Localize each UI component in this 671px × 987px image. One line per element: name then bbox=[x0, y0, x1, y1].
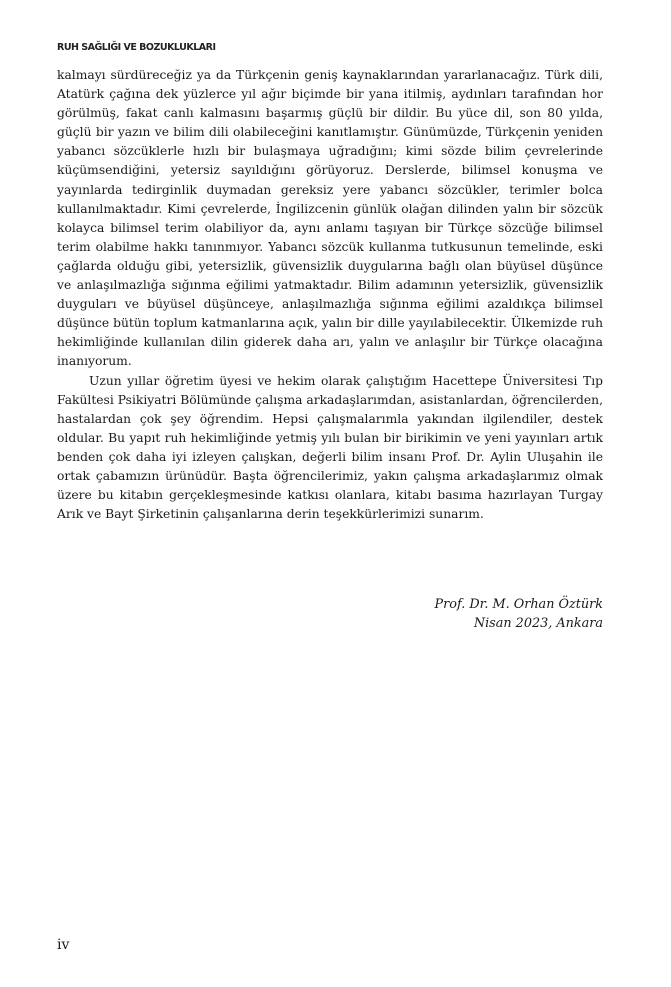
body-paragraph-2: Uzun yıllar öğretim üyesi ve hekim olarak çalıştığım Hacettepe Üniversitesi Tıp Fakültesi Psikiyatri Bölümünde çalışma arkadaşlarımdan, asistanlardan, öğrencilerden, hastalardan çok şey öğrendim. Hepsi çalışmalarımla yakından ilgilendiler, destek oldular. Bu yapıt ruh hekimliğinde yetmiş yılı bulan bir birikimin ve yeni yayınları artık benden çok daha iyi izleyen çalışkan, değerli bilim insanı Prof. Dr. Aylin Uluşahin ile ortak çabamızın ürünüdür. Başta öğrencilerimiz, yakın çalışma arkadaşlarımız olmak üzere bu kitabın gerçekleşmesinde katkısı olanlara, kitabı basıma hazırlayan Turgay Arık ve Bayt Şirketinin çalışanlarına derin teşekkürlerimizi sunarım. bbox=[57, 373, 603, 522]
page-number: iv bbox=[57, 937, 70, 953]
signature-author: Prof. Dr. M. Orhan Öztürk bbox=[434, 597, 603, 612]
body-paragraph-1: kalmayı sürdüreceğiz ya da Türkçenin geniş kaynaklarından yararlanacağız. Türk dili, Atatürk çağına dek yüzlerce yıl ağır biçimde bir yana itilmiş, aydınları tarafından hor görülmüş, fakat canlı kalmasını başarmış güçlü bir dildir. Bu yüce dil, son 80 yılda, güçlü bir yazın ve bilim dili olabileceğini kanıtlamıştır. Günümüzde, Türkçenin yeniden yabancı sözcüklerle hızlı bir bulaşmaya uğradığını; kimi sözde bilim çevrelerinde küçümsendiğini, yetersiz sayıldığını görüyoruz. Derslerde, bilimsel konuşma ve yayınlarda tedirginlik duymadan gereksiz yere yabancı sözcükler, terimler bolca kullanılmaktadır. Kimi çevrelerde, İngilizcenin günlük olağan dilinden yalın bir sözcük kolayca bilimsel terim olabiliyor da, aynı anlamı taşıyan bir Türkçe sözcüğe bilimsel terim olabilme hakkı tanınmıyor. Yabancı sözcük kullanma tutkusunun temelinde, eski çağlarda olduğu gibi, yetersizlik, güvensizlik duygularına bağlı olan büyüsel düşünce ve anlaşılmazlığa sığınma eğilimi yatmaktadır. Bilim adamının yetersizlik, güvensizlik duyguları ve büyüsel düşünceye, anlaşılmazlığa sığınma eğilimi azaldıkça bilimsel düşünce bütün toplum katmanlarına açık, yalın bir dille yayılabilecektir. Ülkemizde ruh hekimliğinde kullanılan dilin giderek daha arı, yalın ve anlaşılır bir Türkçe olacağına inanıyorum. bbox=[57, 68, 603, 369]
running-header-title: RUH SAĞLIĞI VE BOZUKLUKLARI bbox=[57, 42, 216, 53]
signature-date-place: Nisan 2023, Ankara bbox=[473, 616, 603, 631]
signature-block bbox=[435, 595, 603, 633]
main-text-block bbox=[57, 66, 603, 524]
